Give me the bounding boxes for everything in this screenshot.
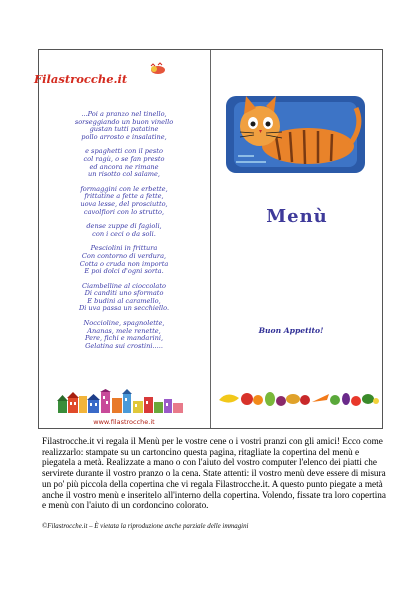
poem-stanza: [39, 223, 209, 238]
copyright-notice: ©Filastrocche.it – È vietata la riproduzione anche parziale delle immagini: [42, 523, 249, 530]
poem-stanza: [39, 320, 209, 350]
poem-line: Pesciolini in frittura: [90, 244, 158, 253]
buon-appetito-text: Buon Appetito!: [258, 326, 324, 335]
sun-logo-icon: [148, 62, 168, 75]
instructions-text: Filastrocche.it vi regala il Menù per le vostre cene o i vostri pranzi con gli amici! Ecco come realizzarlo: stampate su un cartoncino questa pagina, ritagliate la copertina del menù e piegatela a metà. Realizzate a mano o con l'aiuto del vostro computer l'elenco dei piatti che servirete durante il vostro pranzo o la cena. State attenti: il vostro menù deve essere di misura un po' più piccola della copertina che vi regala Filastrocche.it. A questo punto piegate a metà anche il vostro menù e inseritelo all'interno della copertina. Volendo, fissate tra loro copertina e menù con l'aiuto di un cordoncino colorato.: [42, 436, 386, 511]
poem-line: Con contorno di verdura,: [81, 251, 167, 260]
poem-line: Ciambelline al cioccolato: [82, 281, 166, 290]
poem-line: uova lesse, del prosciutto,: [80, 199, 168, 208]
poem-line: E poi dolci d'ogni sorta.: [84, 267, 164, 276]
poem-line: ed ancora ne rimane: [89, 162, 159, 171]
instructions-paragraph: [42, 436, 387, 511]
poem-line: Di canditi uno sformato: [84, 289, 164, 298]
poem-stanza: [39, 148, 209, 178]
poem-line: Noccioline, spagnolette,: [83, 319, 165, 328]
poem-line: sorseggiando un buon vinello: [74, 117, 174, 126]
poem-text: [39, 111, 209, 357]
poem-line: frittatine a fette a fette,: [84, 192, 164, 201]
poem-line: Pere, fichi e mandarini,: [84, 334, 164, 343]
poem-stanza: [39, 186, 209, 216]
poem-line: dense zuppe di fagioli,: [86, 222, 162, 231]
site-url[interactable]: www.filastrocche.it: [93, 418, 155, 426]
poem-line: Ananas, mele renette,: [87, 326, 161, 335]
poem-line: un risotto col salame,: [87, 170, 161, 179]
poem-line: pollo arrosto e insalatine,: [81, 132, 167, 141]
menu-title: Menù: [266, 206, 328, 227]
site-logo: Filastrocche.it: [34, 72, 128, 86]
poem-line: Di uva passa un secchiello.: [78, 304, 170, 313]
houses-illustration: [56, 389, 190, 415]
poem-line: gustan tutti patatine: [89, 125, 159, 134]
poem-line: E budini al caramello,: [87, 296, 161, 305]
poem-stanza: [39, 283, 209, 313]
poem-line: col ragù, o se fan presto: [83, 154, 165, 163]
poem-line: formaggini con le erbette,: [80, 184, 168, 193]
poem-line: Gelatina sui crostini.....: [85, 341, 163, 350]
poem-stanza: [39, 245, 209, 275]
poem-line: con i ceci o da soli.: [92, 229, 156, 238]
poem-line: Cotta o cruda non importa: [79, 259, 169, 268]
fold-line: [210, 50, 211, 428]
poem-line: e spaghetti con il pesto: [85, 147, 163, 156]
cat-illustration: [226, 96, 365, 173]
poem-line: cavolfiori con lo strutto,: [83, 207, 165, 216]
poem-stanza: [39, 111, 209, 141]
fruit-vegetables-illustration: [217, 386, 380, 409]
poem-line: ...Poi a pranzo nel tinello,: [81, 110, 167, 118]
